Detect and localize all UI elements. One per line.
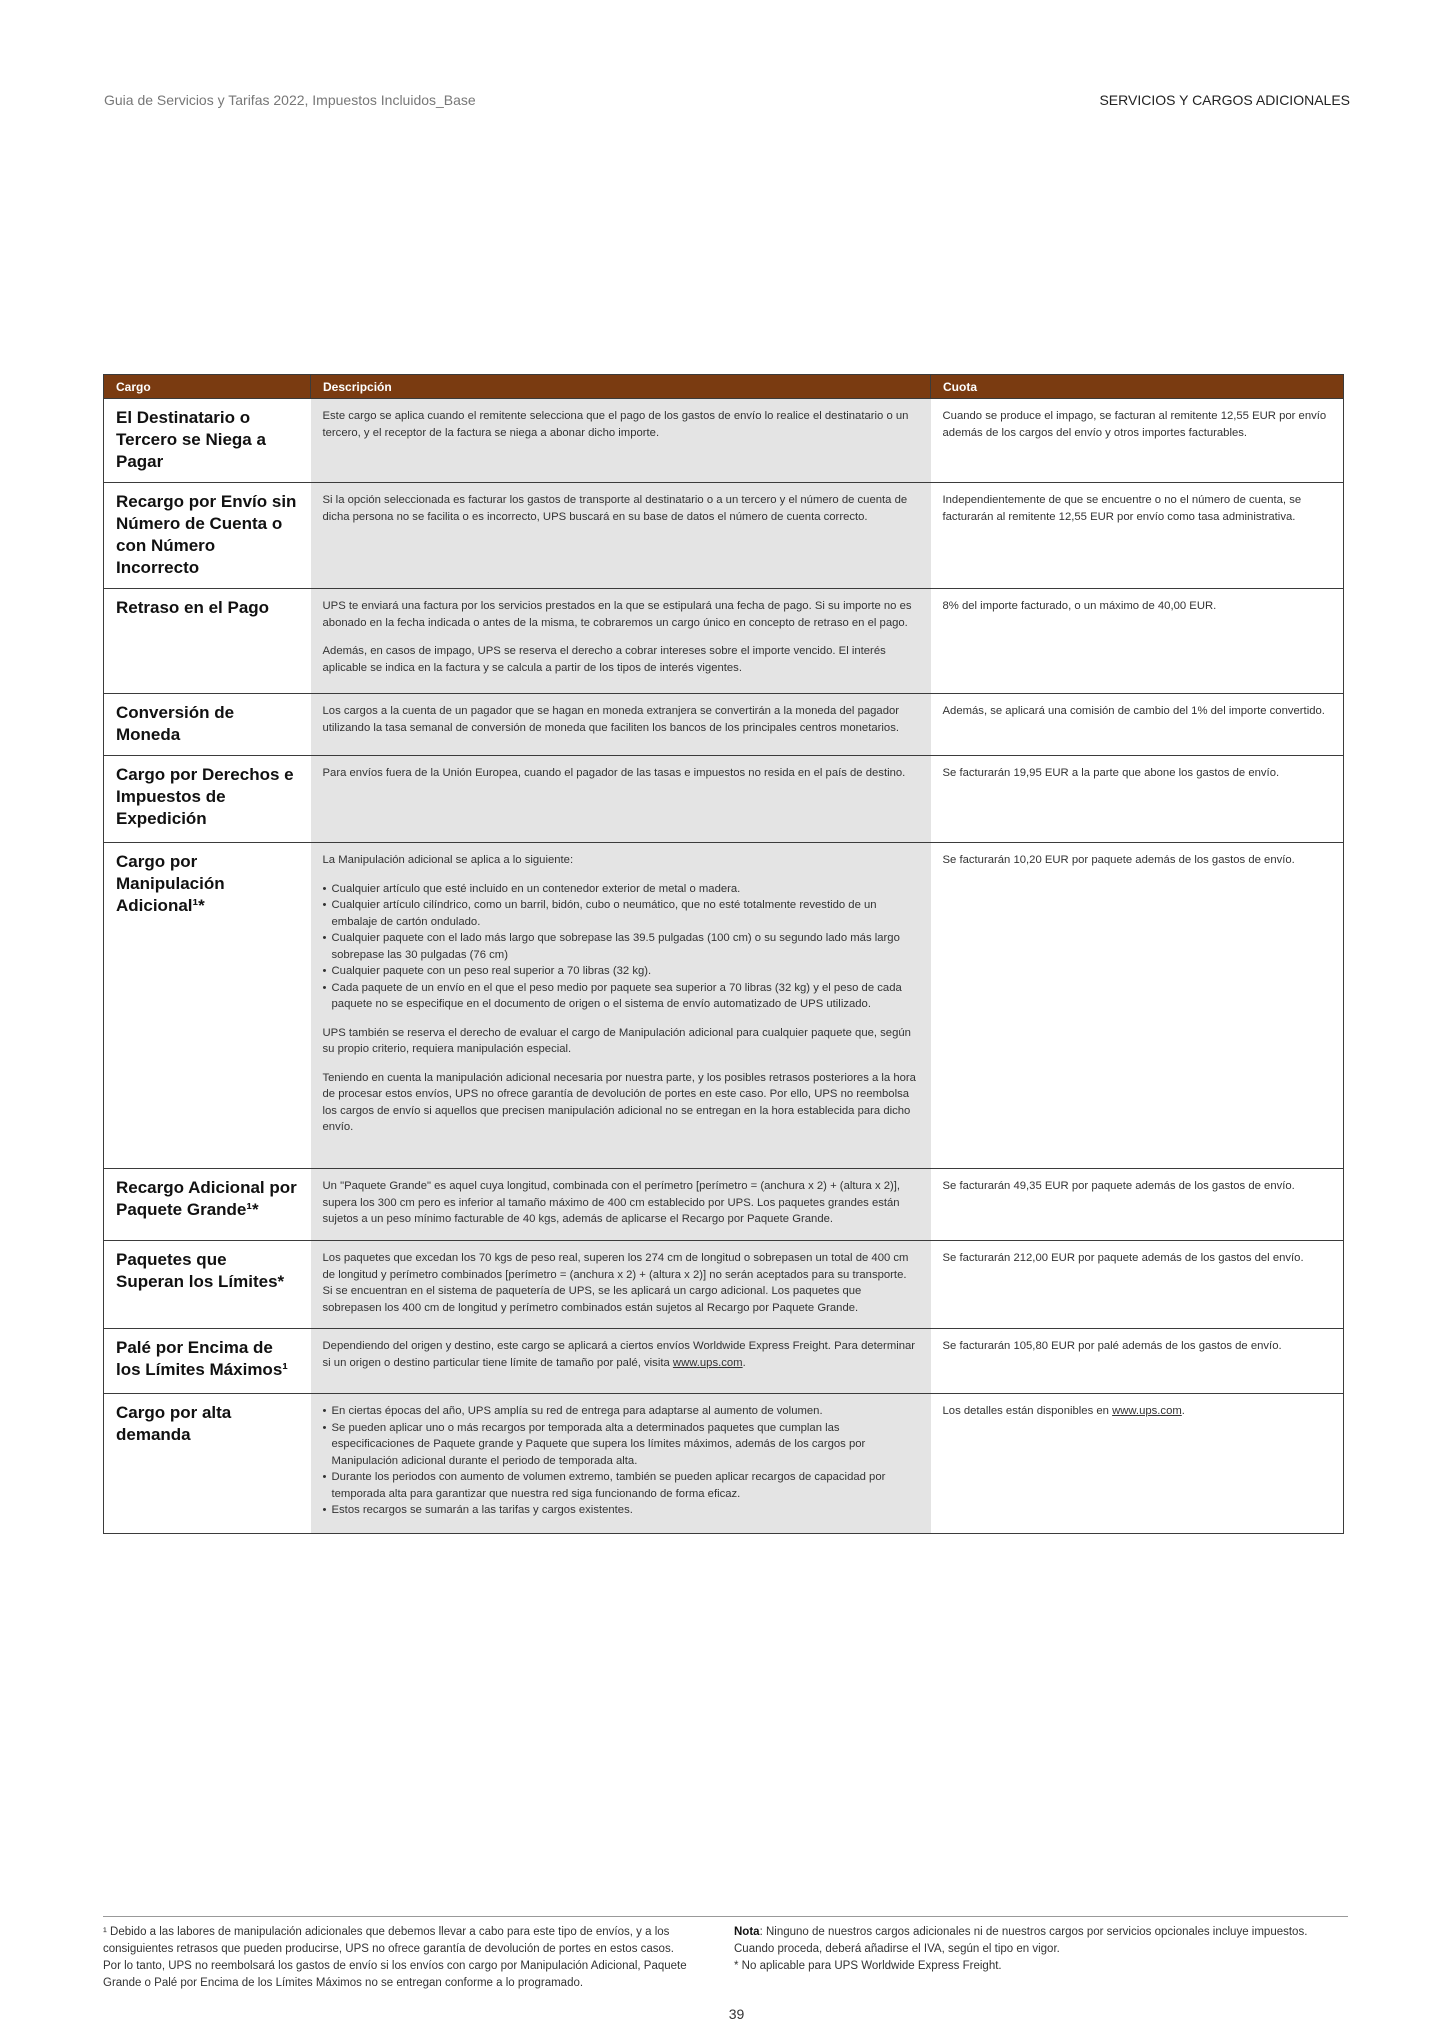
charge-description	[311, 1329, 931, 1394]
charge-name: Recargo Adicional por Paquete Grande¹*	[104, 1169, 311, 1241]
description-text: Los cargos a la cuenta de un pagador que se hagan en moneda extranjera se convertirán a la moneda del pagador utilizando la tasa semanal de conversión de moneda que faciliten los bancos de los principales centros monetarios.	[322, 705, 900, 734]
charge-fee: Se facturarán 105,80 EUR por palé además de los gastos de envío.	[931, 1329, 1344, 1394]
section-title: SERVICIOS Y CARGOS ADICIONALES	[1099, 92, 1350, 108]
table-row	[104, 1169, 1344, 1241]
tax-note	[734, 1924, 1334, 1958]
list-item: • Estos recargos se sumarán a las tarifas y cargos existentes.	[323, 1502, 919, 1519]
charge-fee: Independientemente de que se encuentre o no el número de cuenta, se facturarán al remitente 12,55 EUR por envío como tasa administrativa.	[931, 483, 1344, 589]
charge-description	[311, 399, 931, 483]
charge-name: Cargo por Manipulación Adicional¹*	[104, 843, 311, 1169]
charge-description	[311, 1394, 931, 1534]
list-item: • Cualquier paquete con el lado más largo que sobrepase las 39.5 pulgadas (100 cm) o su segundo lado más largo sobrepase las 30 pulgadas (76 cm)	[323, 930, 919, 963]
description-text: Si la opción seleccionada es facturar los gastos de transporte al destinatario o a un tercero y el número de cuenta de dicha persona no se facilita o es incorrecto, UPS buscará en su base de datos el número de cuenta correcto.	[322, 494, 908, 523]
description-text: Un "Paquete Grande" es aquel cuya longitud, combinada con el perímetro [perímetro = (anchura x 2) + (altura x 2)], supera los 300 cm pero es inferior al tamaño máximo de 400 cm establecido por UPS. Los paquetes grandes están sujetos a un peso mínimo facturable de 40 kgs, además de aplicarse el Recargo por Paquete Grande.	[322, 1180, 901, 1225]
footnote-divider	[103, 1916, 1348, 1917]
page-number: 39	[728, 2006, 745, 2022]
footnote-1: ¹ Debido a las labores de manipulación adicionales que debemos llevar a cabo para este tipo de envíos, y a los consiguientes retrasos que pueden producirse, UPS no ofrece garantía de devolución de portes en estos casos. Por lo tanto, UPS no reembolsará los gastos de envío si los envíos con cargo por Manipulación Adicional, Paquete Grande o Palé por Encima de los Límites Máximos no se entregan conforme a lo programado.	[103, 1926, 687, 1989]
charge-fee: Se facturarán 19,95 EUR a la parte que abone los gastos de envío.	[931, 756, 1344, 843]
fee-text: Los detalles están disponibles en	[942, 1405, 1109, 1417]
charge-name: Recargo por Envío sin Número de Cuenta o con Número Incorrecto	[104, 483, 311, 589]
charge-name: Conversión de Moneda	[104, 694, 311, 756]
note-text: : Ninguno de nuestros cargos adicionales ni de nuestros cargos por servicios opcionales incluye impuestos. Cuando proceda, deberá añadirse el IVA, según el tipo en vigor.	[734, 1926, 1308, 1955]
table-header-row	[104, 375, 1344, 399]
charge-fee: 8% del importe facturado, o un máximo de 40,00 EUR.	[931, 589, 1344, 694]
list-item: • Cualquier paquete con un peso real superior a 70 libras (32 kg).	[323, 963, 919, 980]
charge-description	[311, 756, 931, 843]
list-item: • Se pueden aplicar uno o más recargos por temporada alta a determinados paquetes que cumplan las especificaciones de Paquete grande y Paquete que supera los límites máximos, además de los cargos por Manipulación adicional durante el periodo de temporada alta.	[323, 1420, 919, 1470]
asterisk-note: * No aplicable para UPS Worldwide Express Freight.	[734, 1960, 1002, 1972]
list-item: • Cualquier artículo cilíndrico, como un barril, bidón, cubo o neumático, que no esté totalmente revestido de un embalaje de cartón ondulado.	[323, 897, 919, 930]
table-row	[104, 483, 1344, 589]
charge-description	[311, 483, 931, 589]
charge-name: Paquetes que Superan los Límites*	[104, 1241, 311, 1329]
charge-name: Cargo por Derechos e Impuestos de Expedición	[104, 756, 311, 843]
document-title: Guia de Servicios y Tarifas 2022, Impuestos Incluidos_Base	[104, 92, 476, 108]
list-item: • Durante los periodos con aumento de volumen extremo, también se pueden aplicar recargos de capacidad por temporada alta para garantizar que nuestra red siga funcionando de forma eficaz.	[323, 1469, 919, 1502]
ups-link[interactable]: www.ups.com	[1112, 1405, 1182, 1417]
description-text: Para envíos fuera de la Unión Europea, cuando el pagador de las tasas e impuestos no resida en el país de destino.	[322, 767, 906, 779]
charge-name: El Destinatario o Tercero se Niega a Pagar	[104, 399, 311, 483]
description-text: Además, en casos de impago, UPS se reserva el derecho a cobrar intereses sobre el importe vencido. El interés aplicable se indica en la factura y se calcula a partir de los tipos de interés vigentes.	[322, 645, 886, 674]
charge-description	[311, 1169, 931, 1241]
table-row	[104, 843, 1344, 1169]
description-text: Los paquetes que excedan los 70 kgs de peso real, superen los 274 cm de longitud o sobrepasen un total de 400 cm de longitud y perímetro combinados [perímetro = (anchura x 2) + (altura x 2)] no serán aceptados para su transporte. Si se encuentran en el sistema de paquetería de UPS, se les aplicará un cargo adicional. Los paquetes que sobrepasen los 400 cm de longitud y perímetro combinados están sujetos al Recargo por Paquete Grande.	[322, 1252, 909, 1314]
description-text: UPS también se reserva el derecho de evaluar el cargo de Manipulación adicional para cualquier paquete que, según su propio criterio, requiera manipulación especial.	[322, 1026, 911, 1055]
description-text: UPS te enviará una factura por los servicios prestados en la que se estipulará una fecha de pago. Si su importe no es abonado en la fecha indicada o antes de la misma, te cobraremos un cargo único en concepto de retraso en el pago.	[322, 600, 912, 629]
charges-table	[103, 374, 1344, 1534]
table-row	[104, 756, 1344, 843]
charge-fee: Cuando se produce el impago, se facturan al remitente 12,55 EUR por envío además de los cargos del envío y otros importes facturables.	[931, 399, 1344, 483]
description-text: .	[742, 1356, 746, 1369]
charge-fee	[931, 1394, 1344, 1534]
table-row	[104, 1329, 1344, 1394]
charge-description	[311, 843, 931, 1169]
charge-name: Retraso en el Pago	[104, 589, 311, 694]
table-row	[104, 694, 1344, 756]
charge-fee: Se facturarán 212,00 EUR por paquete además de los gastos del envío.	[931, 1241, 1344, 1329]
charge-fee: Se facturarán 49,35 EUR por paquete además de los gastos de envío.	[931, 1169, 1344, 1241]
bullet-list	[323, 881, 919, 1013]
charge-description	[311, 589, 931, 694]
list-item: • Cada paquete de un envío en el que el peso medio por paquete sea superior a 70 libras (32 kg) y el peso de cada paquete no se especifique en el documento de origen o el sistema de envío automatizado de UPS utilizado.	[323, 980, 919, 1013]
bullet-list	[323, 1403, 919, 1519]
note-label: Nota	[734, 1926, 760, 1938]
table-row	[104, 589, 1344, 694]
charge-name: Cargo por alta demanda	[104, 1394, 311, 1534]
ups-link[interactable]: www.ups.com	[672, 1356, 743, 1369]
table-row	[104, 1241, 1344, 1329]
charge-name: Palé por Encima de los Límites Máximos¹	[104, 1329, 311, 1394]
charge-fee: Además, se aplicará una comisión de cambio del 1% del importe convertido.	[931, 694, 1344, 756]
charge-description	[311, 694, 931, 756]
charge-description	[311, 1241, 931, 1329]
list-item: • Cualquier artículo que esté incluido en un contenedor exterior de metal o madera.	[323, 881, 919, 898]
description-text: La Manipulación adicional se aplica a lo siguiente:	[322, 854, 574, 866]
description-text: Teniendo en cuenta la manipulación adicional necesaria por nuestra parte, y los posibles retrasos posteriores a la hora de procesar estos envíos, UPS no ofrece garantía de devolución de portes en este caso. Por ello, UPS no reembolsa los cargos de envío si aquellos que precisen manipulación adicional no se entregan en la hora establecida para dicho envío.	[322, 1071, 916, 1133]
list-item: • En ciertas épocas del año, UPS amplía su red de entrega para adaptarse al aumento de volumen.	[323, 1403, 919, 1420]
footnote-notes	[734, 1924, 1334, 1975]
column-header-cargo: Cargo	[104, 375, 311, 399]
description-text: Dependiendo del origen y destino, este cargo se aplicará a ciertos envíos Worldwide Express Freight. Para determinar si un origen o destino particular tiene límite de tamaño por palé, visita	[322, 1340, 916, 1369]
table-row	[104, 399, 1344, 483]
charge-fee: Se facturarán 10,20 EUR por paquete además de los gastos de envío.	[931, 843, 1344, 1169]
description-text: Este cargo se aplica cuando el remitente selecciona que el pago de los gastos de envío lo realice el destinatario o un tercero, y el receptor de la factura se niega a abonar dicho importe.	[322, 410, 909, 439]
table-row	[104, 1394, 1344, 1534]
column-header-descripcion: Descripción	[311, 375, 931, 399]
fee-text: .	[1181, 1405, 1185, 1417]
column-header-cuota: Cuota	[931, 375, 1344, 399]
